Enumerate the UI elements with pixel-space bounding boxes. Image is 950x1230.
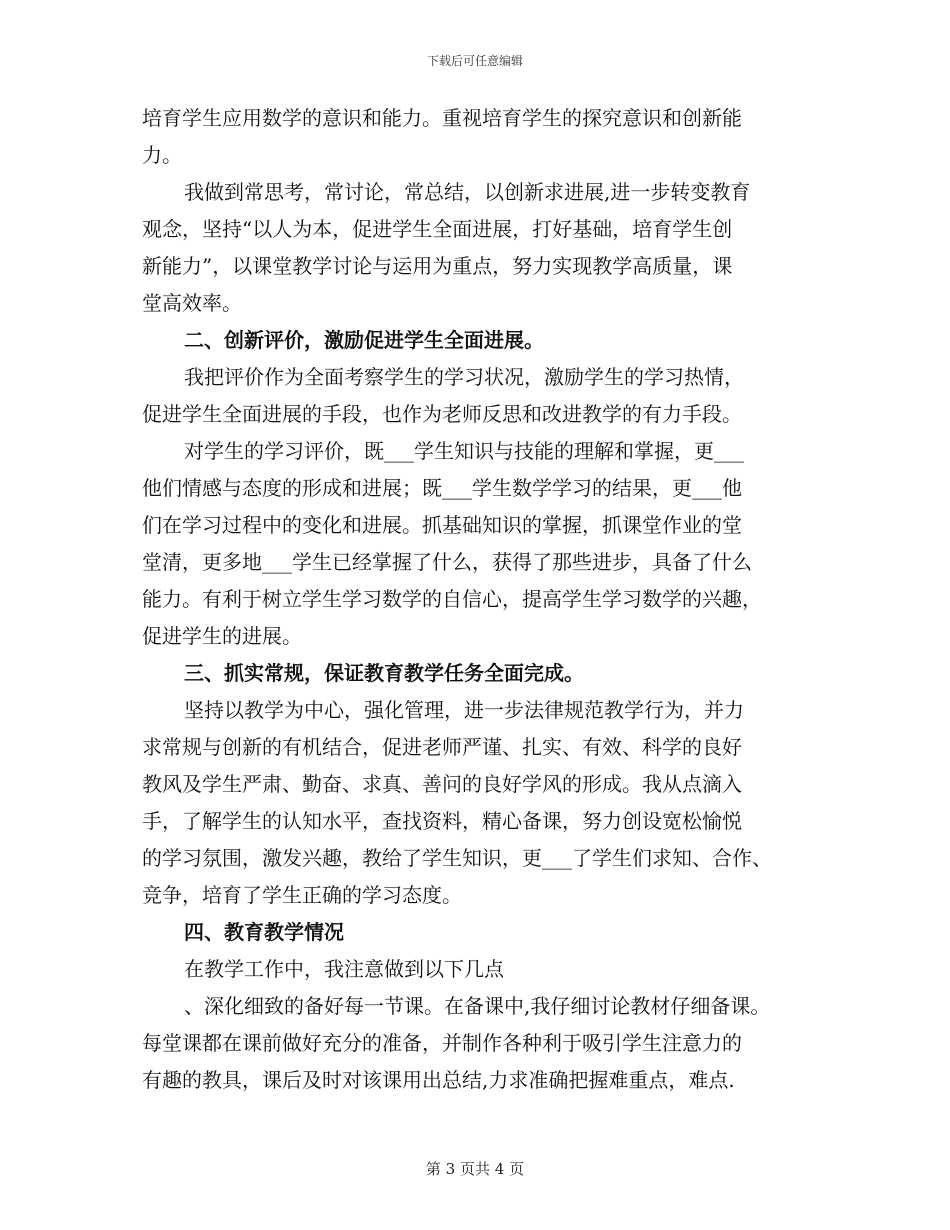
text-line: 教风及学生严肃、勤奋、求真、善问的良好学风的形成。我从点滴入 [142,772,742,796]
text-line: 培育学生应用数学的意识和能力。重视培育学生的探究意识和创新能 [142,106,742,130]
text-line: 力。 [142,143,182,167]
text-line: 有趣的教具，课后及时对该课用出总结,力求准确把握难重点，难点. [142,1068,735,1092]
text-line: 竞争，培育了学生正确的学习态度。 [142,883,462,907]
text-line: 在教学工作中，我注意做到以下几点 [184,957,504,981]
text-line: 堂清，更多地___学生已经掌握了什么，获得了那些进步，具备了什么 [142,550,752,574]
section-heading: 四、教育教学情况 [184,920,344,944]
text-line: 新能力”，以课堂教学讨论与运用为重点，努力实现教学高质量，课 [142,254,733,278]
text-line: 对学生的学习评价，既___学生知识与技能的理解和掌握，更___ [184,439,744,463]
text-line: 他们情感与态度的形成和进展；既___学生数学学习的结果，更___他 [142,476,742,500]
text-line: 促进学生的进展。 [142,624,302,648]
section-heading: 三、抓实常规，保证教育教学任务全面完成。 [184,661,584,685]
text-line: 求常规与创新的有机结合，促进老师严谨、扎实、有效、科学的良好 [142,735,742,759]
text-line: 能力。有利于树立学生学习数学的自信心，提高学生学习数学的兴趣， [142,587,762,611]
text-line: 堂高效率。 [142,291,242,315]
page-footer: 第 3 页共 4 页 [425,1160,525,1178]
text-line: 观念，坚持“以人为本，促进学生全面进展，打好基础，培育学生创 [142,217,733,241]
text-line: 促进学生全面进展的手段，也作为老师反思和改进教学的有力手段。 [142,402,742,426]
text-line: 我做到常思考，常讨论，常总结，以创新求进展,进一步转变教育 [184,180,751,204]
page-header: 下载后可任意编辑 [426,54,523,68]
text-line: 手，了解学生的认知水平，查找资料，精心备课，努力创设宽松愉悦 [142,809,742,833]
text-line: 坚持以教学为中心，强化管理，进一步法律规范教学行为，并力 [184,698,744,722]
document-body [142,100,832,1099]
text-line: 们在学习过程中的变化和进展。抓基础知识的掌握，抓课堂作业的堂 [142,513,742,537]
text-line: 每堂课都在课前做好充分的准备，并制作各种利于吸引学生注意力的 [142,1031,742,1055]
text-line: 的学习氛围，激发兴趣，教给了学生知识，更___了学生们求知、合作、 [142,846,772,870]
section-heading: 二、创新评价，激励促进学生全面进展。 [184,328,544,352]
text-line: 、深化细致的备好每一节课。在备课中,我仔细讨论教材仔细备课。 [184,994,771,1018]
text-line: 我把评价作为全面考察学生的学习状况，激励学生的学习热情， [184,365,744,389]
